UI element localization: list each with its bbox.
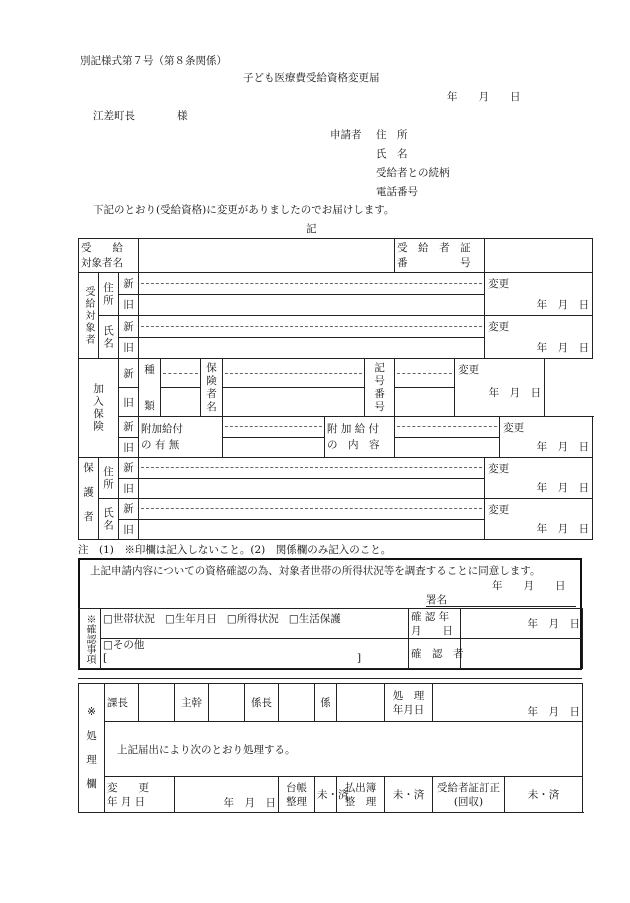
addressee: 江差町長 様 xyxy=(93,110,188,122)
new-label: 新 xyxy=(119,273,139,295)
confirmer-label: 確 認 者 xyxy=(409,639,461,669)
change-label: 変更 xyxy=(488,278,510,290)
ledger-status[interactable]: 未・済 xyxy=(315,777,337,813)
processing-date-label: 処 理 年月日 xyxy=(385,684,433,722)
new-label: 新 xyxy=(119,499,139,520)
change-date: 年 月 日 xyxy=(536,441,590,453)
section-recipient-label: 受給対象者 xyxy=(79,273,99,359)
recipient-name-row-label: 氏名 xyxy=(99,316,119,359)
new-label: 新 xyxy=(119,417,139,438)
other-checkbox[interactable]: □その他 xyxy=(103,639,145,651)
symbol-number-old-field[interactable] xyxy=(395,388,455,417)
guardian-name-old-field[interactable] xyxy=(139,519,485,540)
processing-date-value[interactable]: 年 月 日 xyxy=(433,684,583,722)
note-text: 注 (1) ※印欄は記入しないこと。(2) 関係欄のみ記入のこと。 xyxy=(78,544,392,556)
old-label: 旧 xyxy=(119,519,139,540)
change-date: 年 月 日 xyxy=(536,299,590,311)
recipient-name-field[interactable] xyxy=(139,239,395,273)
payout-label: 払出簿 整 理 xyxy=(337,777,385,813)
ki-heading: 記 xyxy=(306,223,317,235)
change-date-value[interactable]: 年 月 日 xyxy=(175,777,279,813)
change-date: 年 月 日 xyxy=(536,523,590,535)
section-guardian-label: 保護者 xyxy=(79,458,99,540)
insurer-name-new-field[interactable] xyxy=(223,359,365,388)
intro-text: 下記のとおり(受給資格)に変更がありましたのでお届けします。 xyxy=(93,204,395,216)
old-label: 旧 xyxy=(119,478,139,499)
insurance-type-old-field[interactable] xyxy=(161,388,201,417)
confirmer-field[interactable] xyxy=(461,639,583,669)
change-date-label: 変 更 年 月 日 xyxy=(105,777,175,813)
old-label: 旧 xyxy=(119,294,139,316)
new-label: 新 xyxy=(119,359,139,388)
applicant-phone-label: 電話番号 xyxy=(376,186,418,198)
section-insurance-label: 加入保険 xyxy=(79,359,119,458)
confirm-date-label: 確 認 年 月 日 xyxy=(409,609,461,639)
role-section-chief-label: 課長 xyxy=(105,684,139,722)
processing-top-rule xyxy=(78,678,582,679)
other-bracket-close: ] xyxy=(357,652,362,664)
applicant-relationship-label: 受給者との続柄 xyxy=(376,167,450,179)
old-label: 旧 xyxy=(119,437,139,458)
new-label: 新 xyxy=(119,316,139,338)
benefit-change-cell[interactable] xyxy=(500,417,593,458)
welfare-checkbox[interactable]: □生活保護 xyxy=(288,613,341,625)
role-staff-stamp[interactable] xyxy=(337,684,385,722)
applicant-label: 申請者 xyxy=(330,129,362,141)
recipient-address-new-field[interactable] xyxy=(139,273,485,295)
change-label: 変更 xyxy=(458,364,480,376)
cert-fix-status[interactable]: 未・済 xyxy=(505,777,583,813)
cert-number-label: 受 給 者 証 番 号 xyxy=(395,239,485,273)
processing-label: ※ 処 理 欄 xyxy=(79,684,105,813)
insurance-change-cell[interactable] xyxy=(455,359,545,417)
processing-statement: 上記届出により次のとおり処理する。 xyxy=(105,722,583,777)
guardian-name-change-cell[interactable] xyxy=(485,499,593,540)
guardian-name-label: 氏名 xyxy=(99,499,119,540)
checkbox-row xyxy=(101,609,409,639)
applicant-address-label: 住 所 xyxy=(376,129,408,141)
check-items-label: ※確認事項 xyxy=(79,609,101,669)
ledger-label: 台帳 整理 xyxy=(279,777,315,813)
main-table xyxy=(78,238,593,540)
household-checkbox[interactable]: □世帯状況 xyxy=(103,613,155,625)
insurance-type-label: 種 類 xyxy=(139,359,161,417)
recipient-address-old-field[interactable] xyxy=(139,294,485,316)
guardian-address-label: 住所 xyxy=(99,458,119,499)
role-subsection-chief-stamp[interactable] xyxy=(279,684,315,722)
recipient-name-new-field[interactable] xyxy=(139,316,485,338)
consent-date: 年 月 日 xyxy=(492,580,566,592)
signature-label: 署名 xyxy=(426,594,447,606)
insurance-type-new-field[interactable] xyxy=(161,359,201,388)
role-subsection-chief-label: 係長 xyxy=(245,684,279,722)
role-director-label: 主幹 xyxy=(175,684,209,722)
form-title: 子ども医療費受給資格変更届 xyxy=(243,72,380,84)
cert-number-field[interactable] xyxy=(485,239,593,273)
insurer-name-old-field[interactable] xyxy=(223,388,365,417)
benefit-exists-label: 附加給付 の 有 無 xyxy=(139,417,223,458)
recipient-name-label: 受 給 対象者名 xyxy=(79,239,139,273)
benefit-exists-new-field[interactable] xyxy=(223,417,325,438)
signature-line[interactable] xyxy=(426,606,576,607)
new-label: 新 xyxy=(119,458,139,479)
symbol-number-label: 記 号 番 号 xyxy=(365,359,395,417)
processing-table xyxy=(78,683,583,813)
confirm-date-value[interactable]: 年 月 日 xyxy=(461,609,583,639)
benefit-content-new-field[interactable] xyxy=(395,417,500,438)
change-label: 変更 xyxy=(488,504,510,516)
change-date: 年 月 日 xyxy=(536,342,590,354)
guardian-address-change-cell[interactable] xyxy=(485,458,593,499)
header-date: 年 月 日 xyxy=(447,91,521,103)
applicant-name-label: 氏 名 xyxy=(376,148,408,160)
guardian-address-old-field[interactable] xyxy=(139,478,485,499)
insurer-name-label: 保 険 者 名 xyxy=(201,359,223,417)
cert-fix-label: 受給者証訂正 (回収) xyxy=(433,777,505,813)
change-label: 変更 xyxy=(488,321,510,333)
guardian-address-new-field[interactable] xyxy=(139,458,485,479)
role-director-stamp[interactable] xyxy=(209,684,245,722)
consent-box xyxy=(78,558,582,670)
old-label: 旧 xyxy=(119,388,139,417)
form-number: 別記様式第７号（第８条関係） xyxy=(80,55,227,67)
role-section-chief-stamp[interactable] xyxy=(139,684,175,722)
symbol-number-new-field[interactable] xyxy=(395,359,455,388)
recipient-address-change-cell[interactable] xyxy=(485,273,593,316)
change-date: 年 月 日 xyxy=(488,387,542,399)
change-label: 変更 xyxy=(488,463,510,475)
old-label: 旧 xyxy=(119,337,139,359)
confirmation-table xyxy=(78,608,583,669)
benefit-content-label: 附 加 給 付 の 内 容 xyxy=(325,417,395,458)
other-cell xyxy=(101,639,409,669)
benefit-content-old-field[interactable] xyxy=(395,437,500,458)
recipient-address-label: 住所 xyxy=(99,273,119,316)
benefit-exists-old-field[interactable] xyxy=(223,437,325,458)
recipient-name-change-cell[interactable] xyxy=(485,316,593,359)
other-bracket-open: [ xyxy=(103,652,108,664)
change-date: 年 月 日 xyxy=(536,482,590,494)
role-staff-label: 係 xyxy=(315,684,337,722)
guardian-name-new-field[interactable] xyxy=(139,499,485,520)
change-label: 変更 xyxy=(503,422,525,434)
consent-text: 上記申請内容についての資格確認の為、対象者世帯の所得状況等を調査することに同意します。 xyxy=(90,565,541,577)
income-checkbox[interactable]: □所得状況 xyxy=(226,613,279,625)
recipient-name-old-field[interactable] xyxy=(139,337,485,359)
payout-status[interactable]: 未・済 xyxy=(385,777,433,813)
birthdate-checkbox[interactable]: □生年月日 xyxy=(164,613,217,625)
